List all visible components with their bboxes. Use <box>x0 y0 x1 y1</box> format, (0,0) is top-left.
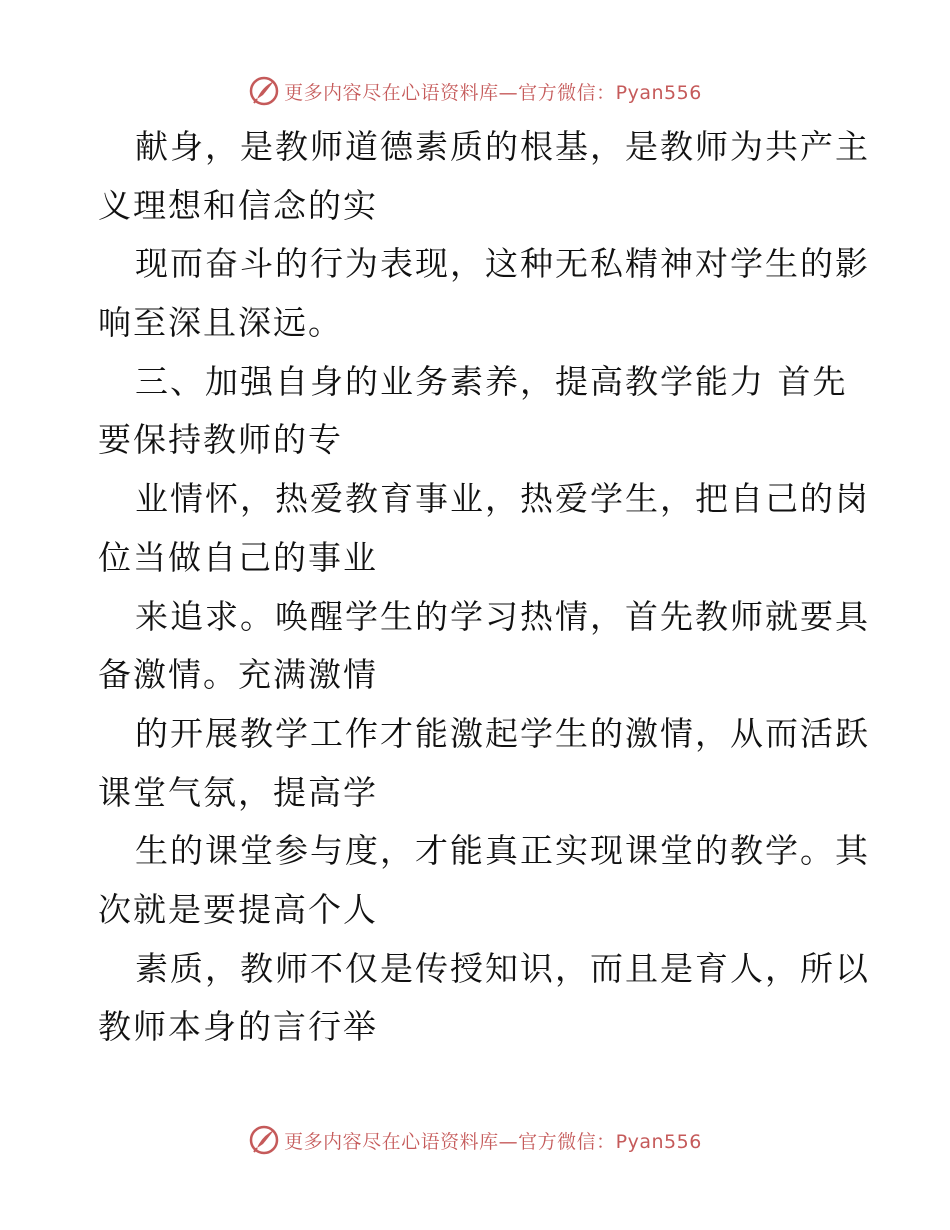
text-line: 的开展教学工作才能激起学生的激情，从而活跃 <box>135 713 870 753</box>
text-line: 业情怀，热爱教育事业，热爱学生，把自己的岗 <box>135 479 870 519</box>
text-line: 生的课堂参与度，才能真正实现课堂的教学。其 <box>135 831 870 871</box>
text-line: 位当做自己的事业 <box>98 537 378 577</box>
text-line: 教师本身的言行举 <box>98 1007 378 1047</box>
text-line: 次就是要提高个人 <box>98 889 378 929</box>
text-line: 现而奋斗的行为表现，这种无私精神对学生的影 <box>135 244 870 284</box>
footer-banner <box>0 1120 950 1160</box>
footer-banner-text: 更多内容尽在心语资料库—官方微信：Pyan556 <box>284 1130 702 1153</box>
text-line: 三、加强自身的业务素养，提高教学能力 首先 <box>135 361 848 401</box>
document-body <box>98 118 870 1057</box>
text-line: 素质，教师不仅是传授知识，而且是育人，所以 <box>135 948 870 988</box>
quill-logo-icon <box>248 1124 280 1156</box>
header-banner-text: 更多内容尽在心语资料库—官方微信：Pyan556 <box>284 81 702 104</box>
header-banner <box>0 71 950 111</box>
text-line: 响至深且深远。 <box>98 303 343 343</box>
text-line: 备激情。充满激情 <box>98 655 378 695</box>
text-line: 要保持教师的专 <box>98 420 343 460</box>
text-line: 来追求。唤醒学生的学习热情，首先教师就要具 <box>135 596 870 636</box>
quill-logo-icon <box>248 75 280 107</box>
text-line: 义理想和信念的实 <box>98 185 378 225</box>
text-line: 课堂气氛，提高学 <box>98 772 378 812</box>
text-line: 献身，是教师道德素质的根基，是教师为共产主 <box>135 127 870 166</box>
